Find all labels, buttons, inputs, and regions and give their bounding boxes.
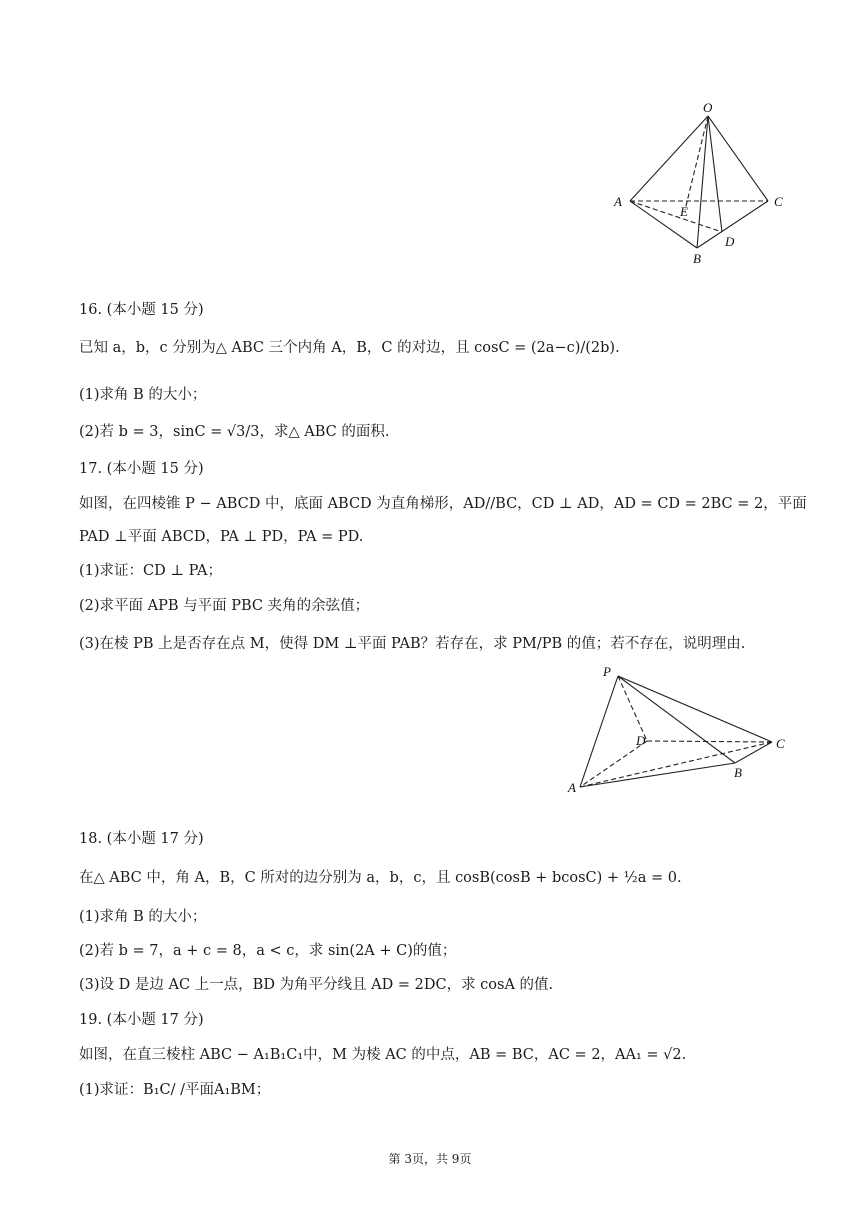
q19-stem: 如图，在直三棱柱 ABC − A₁B₁C₁中，M 为棱 AC 的中点，AB = BC，AC = 2，AA₁ = √2. — [79, 1047, 687, 1063]
q17-part2: (2)求平面 APB 与平面 PBC 夹角的余弦值； — [79, 598, 370, 614]
label-b: B — [693, 251, 701, 266]
q19-part1: (1)求证：B₁C/ /平面A₁BM； — [79, 1082, 271, 1098]
q18-part2: (2)若 b = 7，a + c = 8，a < c，求 sin(2A + C)的值； — [79, 943, 457, 959]
q16-part1: (1)求角 B 的大小； — [79, 387, 207, 403]
q17-header: 17. (本小题 15 分) — [79, 461, 204, 477]
q17-part3: (3)在棱 PB 上是否存在点 M，使得 DM ⊥平面 PAB？若存在，求 PM/PB 的值；若不存在，说明理由. — [79, 636, 746, 652]
label-c: C — [774, 194, 783, 209]
q18-header: 18. (本小题 17 分) — [79, 831, 204, 847]
label-b2: B — [734, 765, 742, 780]
page-footer: 第 3页，共 9页 — [388, 1152, 472, 1166]
q18-part3: (3)设 D 是边 AC 上一点，BD 为角平分线且 AD = 2DC，求 cosA 的值. — [79, 977, 554, 993]
q16-stem: 已知 a，b，c 分别为△ ABC 三个内角 A，B，C 的对边，且 cosC = (2a−c)/(2b). — [79, 340, 620, 356]
q17-part1: (1)求证：CD ⊥ PA； — [79, 563, 223, 579]
q18-part1: (1)求角 B 的大小； — [79, 909, 207, 925]
label-e: E — [680, 204, 688, 219]
label-o: O — [703, 100, 713, 115]
label-a: A — [614, 194, 622, 209]
q17-stem-line1: 如图，在四棱锥 P − ABCD 中，底面 ABCD 为直角梯形，AD//BC，CD ⊥ AD，AD = CD = 2BC = 2，平面 — [79, 496, 807, 512]
label-a2: A — [568, 780, 576, 795]
q16-part2: (2)若 b = 3，sinC = √3/3，求△ ABC 的面积. — [79, 424, 390, 440]
q17-stem-line2: PAD ⊥平面 ABCD，PA ⊥ PD，PA = PD. — [79, 529, 364, 545]
pyramid-figure-oabc — [600, 100, 800, 270]
label-d2: D — [636, 733, 646, 748]
q16-header: 16. (本小题 15 分) — [79, 302, 204, 318]
q19-header: 19. (本小题 17 分) — [79, 1012, 204, 1028]
label-c2: C — [776, 736, 785, 751]
label-d: D — [725, 234, 735, 249]
label-p: P — [603, 664, 611, 679]
pyramid-figure-pabcd — [560, 660, 800, 800]
q18-stem: 在△ ABC 中，角 A，B，C 所对的边分别为 a，b，c，且 cosB(cosB + bcosC) + ½a = 0. — [79, 870, 682, 886]
